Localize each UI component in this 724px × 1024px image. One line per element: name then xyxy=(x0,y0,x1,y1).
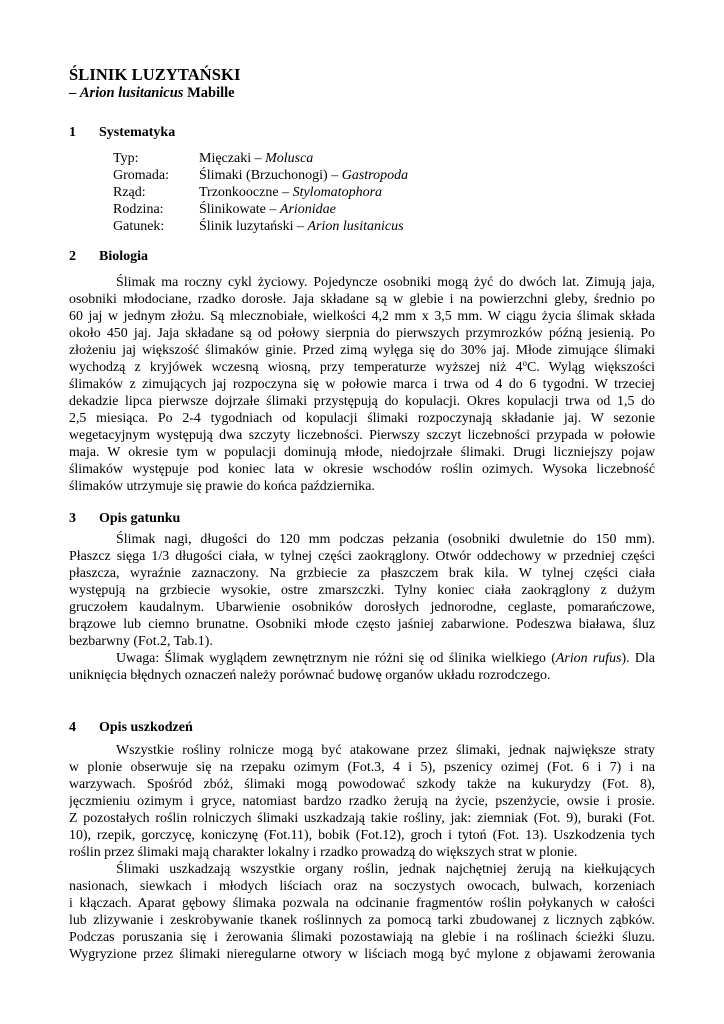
latin-name: Arion rufus xyxy=(555,651,622,666)
taxonomy-table xyxy=(113,150,408,235)
text-line: 2,5 miesiąca. Po 2-4 tygodniach od kopulacji ślimaki rozpoczynają składanie jaj. W sezonie xyxy=(69,411,655,426)
text-line: Podczas poruszania się i żerowania ślimaki pozostawiają na glebie i na roślinach ścieżki śluzu. xyxy=(69,930,655,945)
text-line: jęczmieniu ozimym i gryce, natomiast bardzo rzadko żerują na życie, pszenżycie, owsie i prosie. xyxy=(69,794,655,809)
degree-sign: o xyxy=(522,359,527,368)
section-heading-opis-gatunku xyxy=(69,511,180,527)
text-line: Płaszcz sięga 1/3 długości ciała, w tylnej części zaokrąglony. Otwór oddechowy w przedniej części xyxy=(69,549,655,564)
text-line: ślimaków z zimujących jaj rozpoczyna się w połowie marca i trwa od 4 do 6 tygodni. W trzeciej xyxy=(69,377,655,392)
text-fragment: Uwaga: Ślimak wyglądem zewnętrznym nie różni się od ślinika wielkiego ( xyxy=(116,651,556,666)
taxonomy-value: Ślinikowate – xyxy=(199,202,280,217)
text-line: nasionach, siewkach i młodych liściach oraz na soczystych owocach, bulwach, korzeniach xyxy=(69,879,655,894)
taxonomy-row xyxy=(113,150,408,167)
text-line xyxy=(69,650,655,667)
taxonomy-key: Typ: xyxy=(113,151,139,166)
taxonomy-value: Trzonkooczne – xyxy=(199,185,293,200)
text-line: około 450 jaj. Jaja składane są od połowy sierpnia do pierwszych przymrozków późną jesienią. Po xyxy=(69,326,655,341)
text-line: występują na grzbiecie wysokie, ostre zmarszczki. Tylny koniec ciała zaokrąglony z dużym xyxy=(69,583,655,598)
subtitle-author: Mabille xyxy=(183,85,235,101)
text-line: 10), rzepik, gorczycę, koniczynę (Fot.11), bobik (Fot.12), groch i tytoń (Fot. 13). Uszkodzenia tych xyxy=(69,828,655,843)
taxonomy-latin: Stylomatophora xyxy=(292,185,383,200)
taxonomy-row xyxy=(113,201,408,218)
taxonomy-key: Rodzina: xyxy=(113,202,164,217)
text-line: uniknięcia błędnych oznaczeń należy porównać budowę organów układu rozrodczego. xyxy=(69,668,551,683)
subtitle-latin-name: Arion lusitanicus xyxy=(79,85,184,101)
taxonomy-value: Ślinik luzytański – xyxy=(199,219,308,234)
section-title: Biologia xyxy=(99,249,149,264)
text-line: dekadzie lipca pierwsze dojrzałe ślimaki przystępują do kopulacji. Okres kopulacji trwa od 1,5 do xyxy=(69,394,655,409)
paragraph-biologia xyxy=(69,274,655,495)
text-line: Wygryzione przez ślimaki nieregularne otwory w liściach mogą być mylone z objawami żerowania xyxy=(69,947,655,962)
subtitle-dash: – xyxy=(69,85,80,101)
text-line: wegetacyjnym występują dwa szczyty liczebności. Pierwszy szczyt liczebności przypada w połowie xyxy=(69,428,655,443)
text-line: Z pozostałych roślin rolniczych ślimaki uszkadzają takie rośliny, jak: ziemniak (Fot. 9), buraki (Fot. xyxy=(69,811,655,826)
text-line: 60 jaj w jednym złożu. Są mlecznobiałe, wielkości 4,2 mm x 3,5 mm. W ciągu życia ślimak składa xyxy=(69,309,655,324)
text-line: lub zlizywanie i zeskrobywanie tkanek roślinnych za pomocą tarki zbudowanej z licznych ząbków. xyxy=(69,913,655,928)
text-line: złożeniu jaj większość ślimaków ginie. Przed zimą wylęga się do 30% jaj. Młode zimujące ślimaki xyxy=(69,343,655,358)
taxonomy-row xyxy=(113,167,408,184)
taxonomy-value: Ślimaki (Brzuchonogi) – xyxy=(199,168,342,183)
text-line: Wszystkie rośliny rolnicze mogą być atakowane przez ślimaki, jednak największe straty xyxy=(116,743,655,758)
taxonomy-key: Rząd: xyxy=(113,185,146,200)
text-fragment: ). Dla xyxy=(621,651,655,666)
text-line: gruczołem kaudalnym. Ubarwienie osobników dorosłych jednorodne, ceglaste, pomarańczowe, xyxy=(69,600,655,615)
text-line: warzywach. Spośród zbóż, ślimaki mogą powodować szkody także na kukurydzy (Fot. 8), xyxy=(69,777,655,792)
taxonomy-row xyxy=(113,184,408,201)
text-line: Ślimak nagi, długości do 120 mm podczas pełzania (osobniki dwuletnie do 150 mm). xyxy=(116,532,655,547)
taxonomy-latin: Molusca xyxy=(265,151,314,166)
section-number: 4 xyxy=(69,720,76,735)
section-title: Opis uszkodzeń xyxy=(99,720,193,735)
text-line: w plonie obserwuje się na rzepaku ozimym (Fot.3, 4 i 5), pszenicy ozimej (Fot. 6 i 7) i na xyxy=(69,760,655,775)
paragraph-opis-gatunku xyxy=(69,531,655,684)
taxonomy-latin: Arion lusitanicus xyxy=(307,219,404,234)
taxonomy-latin: Gastropoda xyxy=(341,168,409,183)
text-fragment: wychodzą z kryjówek wczesną wiosną, przy temperaturze wyższej niż 4 xyxy=(69,360,523,375)
section-heading-opis-uszkodzen xyxy=(69,720,193,736)
text-line: i kłączach. Aparat gębowy ślimaka pozwala na odcinanie fragmentów roślin połykanych w całości xyxy=(69,896,655,911)
text-line: Ślimak ma roczny cykl życiowy. Pojedyncze osobniki mogą żyć do dwóch lat. Zimują jaja, xyxy=(116,275,655,290)
text-line: brązowe lub ciemno brunatne. Osobniki młode często jaśniej zabarwione. Podeszwa biaława, śluz xyxy=(69,617,655,632)
section-number: 1 xyxy=(69,125,76,140)
text-line: maja. W okresie tym w populacji dominują młode, niedojrzałe ślimaki. Drugi liczniejszy pojaw xyxy=(69,445,655,460)
section-heading-biologia xyxy=(69,249,148,265)
taxonomy-latin: Arionidae xyxy=(279,202,336,217)
text-line: osobniki młodociane, rzadko dorosłe. Jaja składane są w glebie i na powierzchni gleby, średnio po xyxy=(69,292,655,307)
text-fragment: C. Wyląg większości xyxy=(526,360,655,375)
section-title: Systematyka xyxy=(99,125,176,140)
section-number: 3 xyxy=(69,511,76,526)
text-line: ślimaków występuje pod koniec lata w okresie wschodów roślin ozimych. Wysoka liczebność xyxy=(69,462,655,477)
section-number: 2 xyxy=(69,249,76,264)
document-subtitle xyxy=(69,85,235,102)
text-line: Ślimaki uszkadzają wszystkie organy roślin, jednak najchętniej żerują na kiełkujących xyxy=(116,862,655,877)
taxonomy-key: Gromada: xyxy=(113,168,169,183)
section-title: Opis gatunku xyxy=(99,511,181,526)
taxonomy-value: Mięczaki – xyxy=(199,151,266,166)
taxonomy-row xyxy=(113,218,408,235)
text-line xyxy=(69,359,655,376)
paragraph-opis-uszkodzen xyxy=(69,742,655,963)
document-title: ŚLINIK LUZYTAŃSKI xyxy=(69,65,241,84)
text-line: bezbarwny (Fot.2, Tab.1). xyxy=(69,634,213,649)
text-line: roślin przez ślimaki mają charakter lokalny i rzadko prowadzą do większych strat w plonie. xyxy=(69,845,578,860)
section-heading-systematyka xyxy=(69,125,175,141)
taxonomy-key: Gatunek: xyxy=(113,219,165,234)
text-line: ślimaków utrzymuje się prawie do końca października. xyxy=(69,479,375,494)
text-line: płaszcza, wyraźnie zaznaczony. Na grzbiecie za płaszczem brak kila. W tylnej części ciała xyxy=(69,566,655,581)
